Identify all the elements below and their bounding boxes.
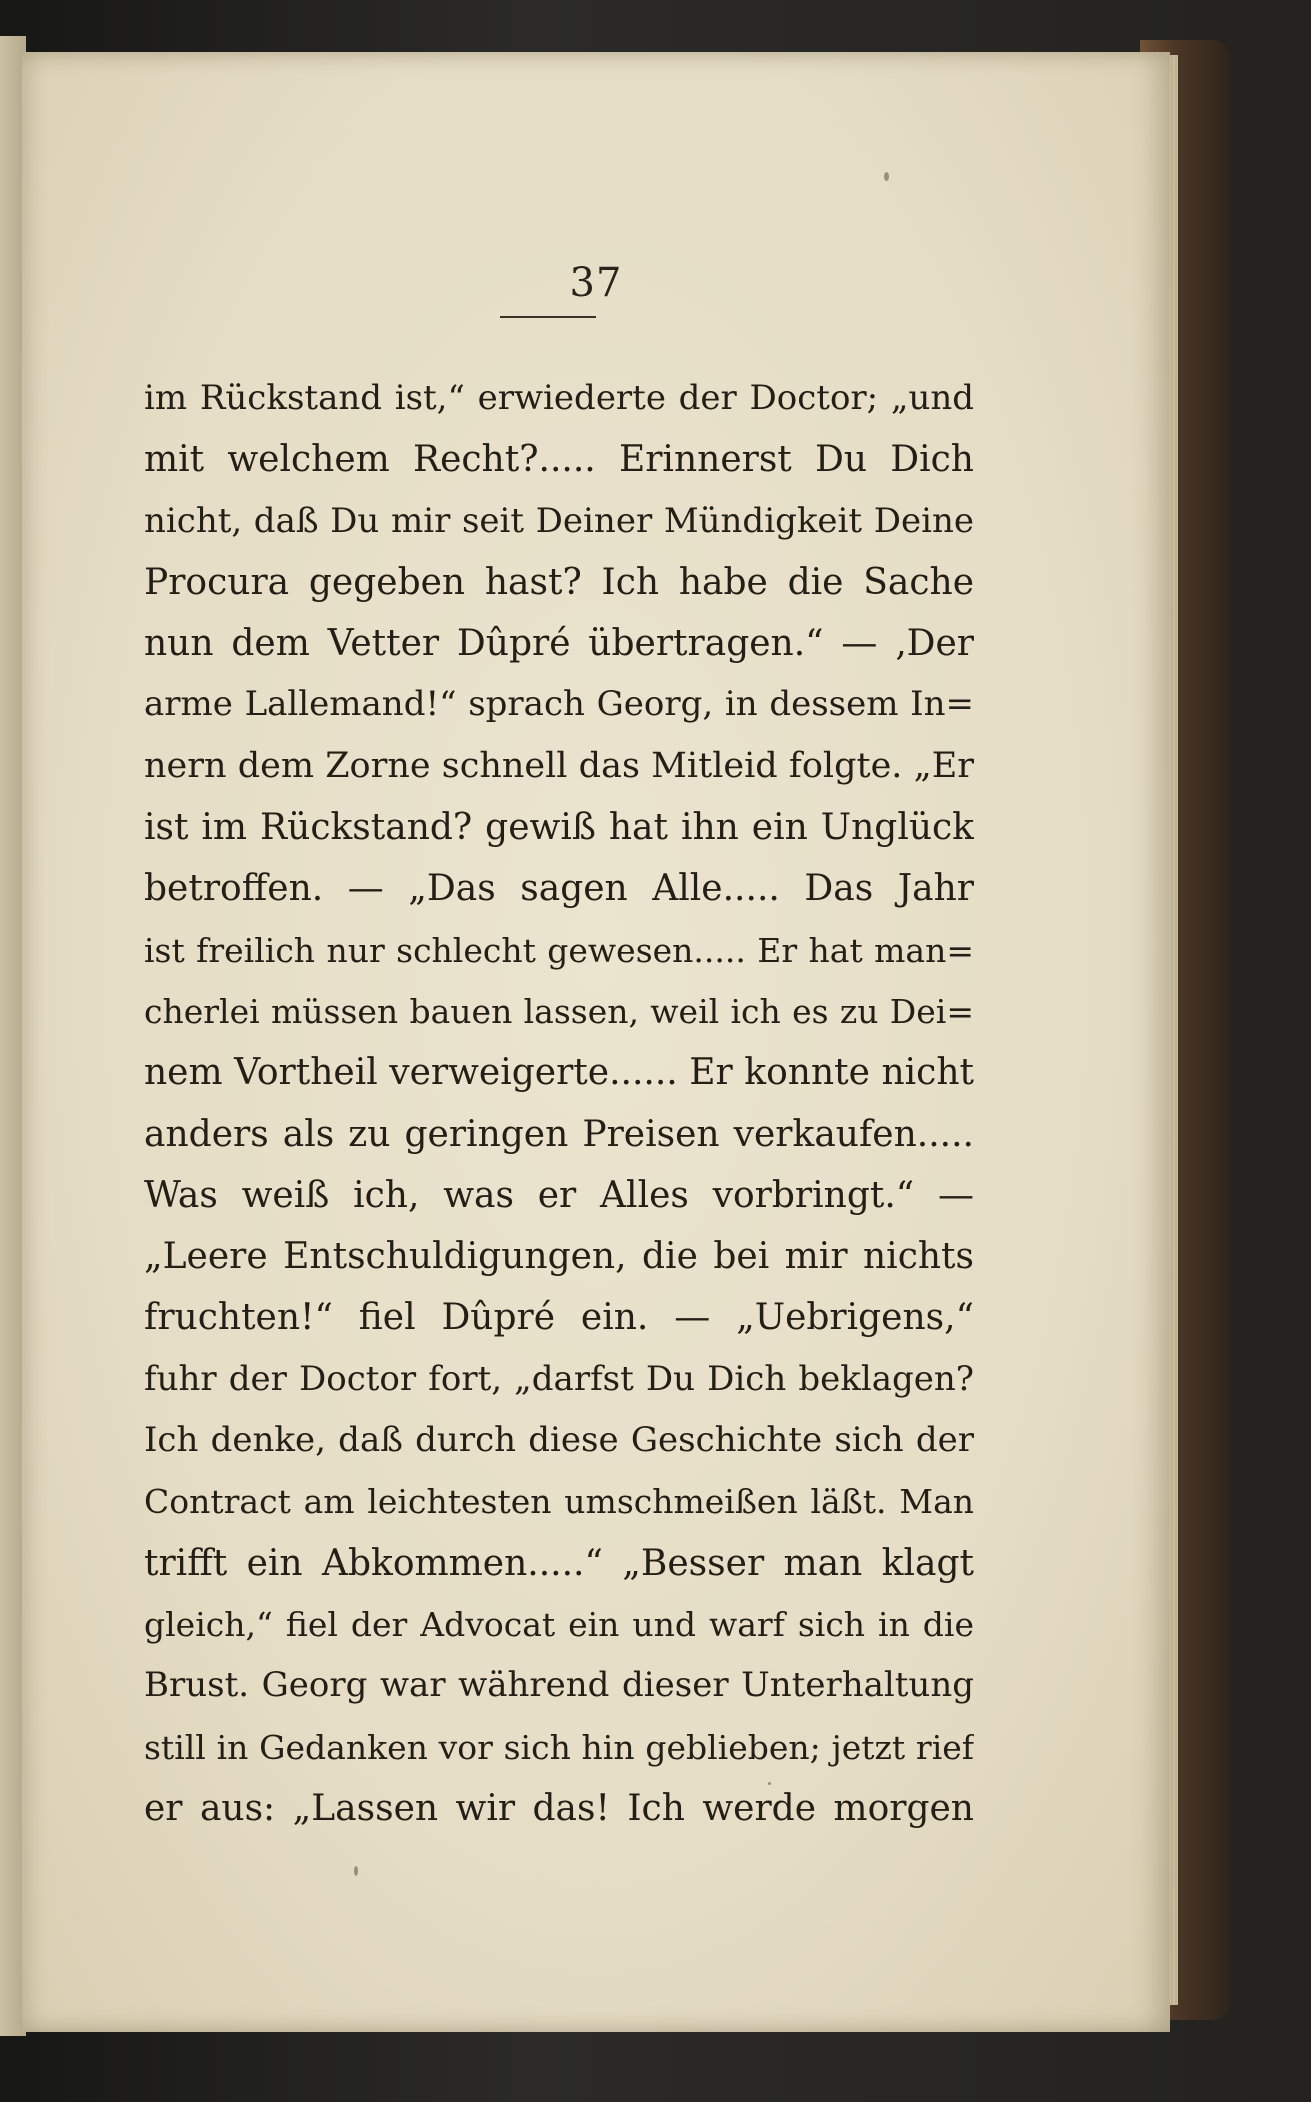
page-number-rule [500,316,596,318]
text-line: nem Vortheil verweigerte...... Er konnte nicht [144,1052,974,1094]
text-line: er aus: „Lassen wir das! Ich werde morgen [144,1787,974,1829]
text-line: „Leere Entschuldigungen, die bei mir nichts [144,1236,974,1278]
text-line: cherlei müssen bauen lassen, weil ich es zu Dei= [144,991,974,1031]
body-text [144,368,974,1839]
text-line: ist freilich nur schlecht gewesen..... Er hat man= [144,930,974,970]
text-line: gleich,“ fiel der Advocat ein und warf sich in die [144,1604,974,1644]
text-line: anders als zu geringen Preisen verkaufen..... [144,1113,974,1155]
text-line: Procura gegeben hast? Ich habe die Sache [144,561,974,603]
text-line: still in Gedanken vor sich hin geblieben; jetzt rief [144,1727,974,1767]
book-page [22,52,1170,2032]
text-line: ist im Rückstand? gewiß hat ihn ein Unglück [144,807,974,849]
text-line: mit welchem Recht?..... Erinnerst Du Dich [144,439,974,481]
page-number: 37 [569,260,623,306]
paper-speck [884,172,889,181]
text-line: fruchten!“ fiel Dûpré ein. — „Uebrigens,“ [144,1297,974,1339]
text-line: nicht, daß Du mir seit Deiner Mündigkeit Deine [144,500,974,541]
text-line: Contract am leichtesten umschmeißen läßt. Man [144,1482,974,1522]
paper-speck [354,1866,358,1876]
text-line: betroffen. — „Das sagen Alle..... Das Jahr [144,868,974,910]
text-line: arme Lallemand!“ sprach Georg, in dessem In= [144,684,974,725]
text-line: Brust. Georg war während dieser Unterhaltung [144,1665,974,1706]
text-line: nun dem Vetter Dûpré übertragen.“ — ‚Der [144,623,974,665]
text-line: fuhr der Doctor fort, „darfst Du Dich beklagen? [144,1358,974,1399]
text-line: nern dem Zorne schnell das Mitleid folgte. „Er [144,745,974,786]
text-line: Ich denke, daß durch diese Geschichte sich der [144,1420,974,1461]
text-line: Was weiß ich, was er Alles vorbringt.“ — [144,1174,974,1216]
text-line: im Rückstand ist,“ erwiederte der Doctor; „und [144,378,974,418]
text-line: trifft ein Abkommen.....“ „Besser man klagt [144,1542,974,1584]
